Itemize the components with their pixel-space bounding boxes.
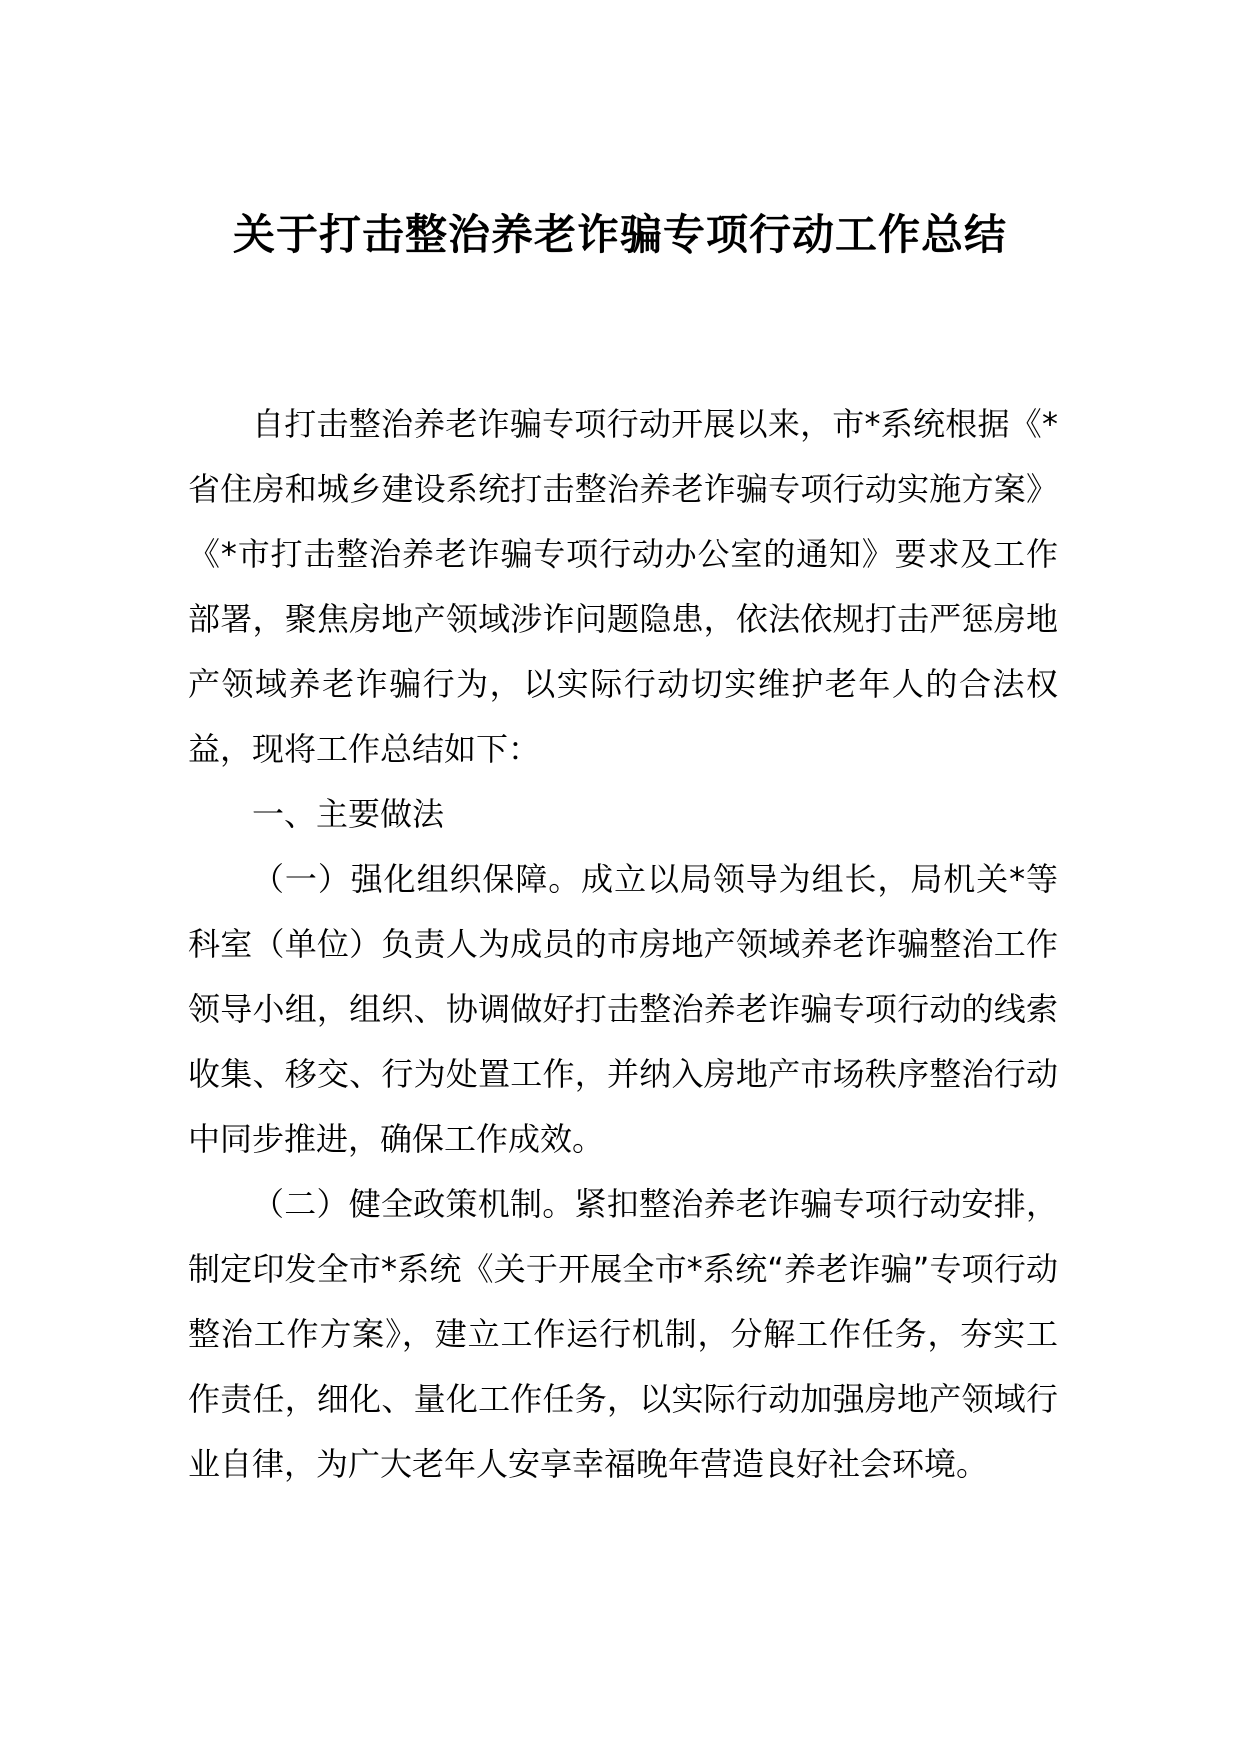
document-body [188,392,1058,1497]
section-heading: 一、主要做法 [252,795,445,833]
body-paragraph: （二）健全政策机制。紧扣整治养老诈骗专项行动安排，制定印发全市*系统《关于开展全市*系统“养老诈骗”专项行动整治工作方案》，建立工作运行机制，分解工作任务，夯实工作责任，细化、量化工作任务，以实际行动加强房地产领域行业自律，为广大老年人安享幸福晚年营造良好社会环境。 [188,1185,1058,1483]
document-title: 关于打击整治养老诈骗专项行动工作总结 [232,210,1007,259]
intro-paragraph: 自打击整治养老诈骗专项行动开展以来，市*系统根据《*省住房和城乡建设系统打击整治养老诈骗专项行动实施方案》《*市打击整治养老诈骗专项行动办公室的通知》要求及工作部署，聚焦房地产领域涉诈问题隐患，依法依规打击严惩房地产领域养老诈骗行为，以实际行动切实维护老年人的合法权益，现将工作总结如下： [188,405,1058,768]
body-paragraph: （一）强化组织保障。成立以局领导为组长，局机关*等科室（单位）负责人为成员的市房地产领域养老诈骗整治工作领导小组，组织、协调做好打击整治养老诈骗专项行动的线索收集、移交、行为处置工作，并纳入房地产市场秩序整治行动中同步推进，确保工作成效。 [188,860,1058,1158]
